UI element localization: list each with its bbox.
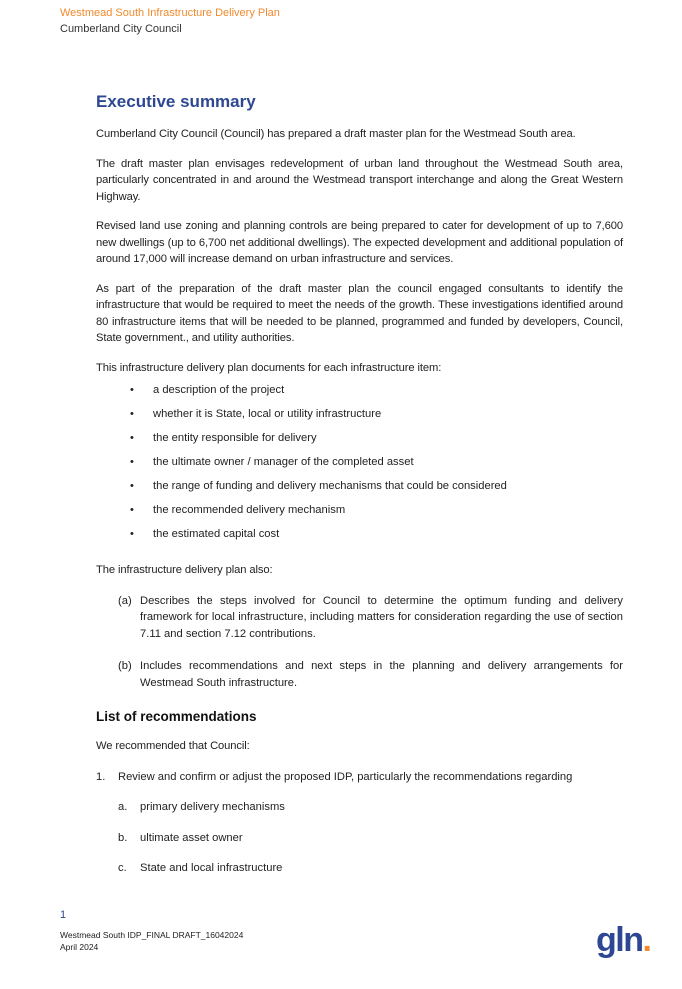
footer-date: April 2024	[60, 942, 99, 952]
bullet-marker: •	[130, 504, 134, 516]
sub-item-text: primary delivery mechanisms	[140, 801, 285, 813]
bullet-marker: •	[130, 456, 134, 468]
paragraph: Revised land use zoning and planning controls are being prepared to cater for development of up to 7,600 new dwellings (up to 6,700 net additional dwellings). The expected development and additional population of around 17,000 will increase demand on urban infrastructure and services.	[96, 220, 623, 265]
sub-item-text: ultimate asset owner	[140, 831, 243, 844]
lettered-marker: (b)	[118, 660, 132, 672]
lettered-item	[96, 658, 623, 691]
bullet-item	[96, 382, 623, 406]
bullet-marker: •	[130, 384, 134, 396]
lettered-text: Describes the steps involved for Council to determine the optimum funding and delivery framework for local infrastructure, including matters for consideration regarding the use of section 7.11 and section 7.12 contributions.	[140, 594, 623, 640]
lettered-item	[96, 593, 623, 643]
sub-item	[96, 830, 623, 847]
document-header-title: Westmead South Infrastructure Delivery Plan	[60, 7, 280, 19]
bullet-marker: •	[130, 408, 134, 420]
recommendations-intro: We recommended that Council:	[96, 740, 250, 752]
paragraph: This infrastructure delivery plan documents for each infrastructure item:	[96, 361, 442, 374]
sub-item-marker: c.	[118, 862, 127, 874]
lettered-marker: (a)	[118, 594, 132, 607]
bullet-item	[96, 454, 623, 478]
page-number: 1	[60, 909, 67, 921]
sub-item-text: State and local infrastructure	[140, 862, 283, 874]
sub-item-marker: a.	[118, 801, 128, 813]
logo-text: gln	[596, 921, 643, 959]
bullet-item	[96, 502, 623, 526]
paragraph: The draft master plan envisages redevelopment of urban land throughout the Westmead South area, particularly concentrated in and around the Westmead transport interchange and along the Great Western Highway.	[96, 157, 623, 203]
page-content	[96, 92, 623, 891]
bullet-text: the range of funding and delivery mechanisms that could be considered	[153, 480, 507, 492]
bullet-text: the entity responsible for delivery	[153, 432, 317, 444]
paragraph: The infrastructure delivery plan also:	[96, 564, 273, 576]
document-header-subtitle: Cumberland City Council	[60, 23, 182, 35]
bullet-marker: •	[130, 480, 134, 492]
bullet-text: the estimated capital cost	[153, 528, 280, 540]
section-heading: Executive summary	[96, 92, 256, 111]
bullet-text: the ultimate owner / manager of the completed asset	[153, 456, 414, 468]
numbered-item	[96, 769, 623, 786]
bullet-text: the recommended delivery mechanism	[153, 504, 346, 516]
sub-item	[96, 860, 623, 877]
recommendations-heading: List of recommendations	[96, 709, 257, 724]
logo-dot: .	[642, 921, 651, 959]
sub-item	[96, 799, 623, 816]
paragraph: Cumberland City Council (Council) has prepared a draft master plan for the Westmead South area.	[96, 128, 576, 140]
footer-document-name: Westmead South IDP_FINAL DRAFT_16042024	[60, 930, 244, 940]
bullet-marker: •	[130, 432, 134, 444]
sub-item-marker: b.	[118, 831, 128, 844]
bullet-text: whether it is State, local or utility infrastructure	[153, 408, 382, 420]
gln-logo	[596, 920, 650, 960]
numbered-text: Review and confirm or adjust the proposed IDP, particularly the recommendations regarding	[118, 770, 573, 783]
numbered-marker: 1.	[96, 770, 106, 783]
bullet-marker: •	[130, 528, 134, 540]
bullet-text: a description of the project	[153, 384, 285, 396]
bullet-item	[96, 406, 623, 430]
bullet-item	[96, 430, 623, 454]
bullet-list	[96, 382, 623, 550]
lettered-text: Includes recommendations and next steps in the planning and delivery arrangements for Westmead South infrastructure.	[140, 660, 623, 689]
bullet-item	[96, 478, 623, 502]
bullet-item	[96, 526, 623, 550]
paragraph: As part of the preparation of the draft master plan the council engaged consultants to identify the infrastructure that would be required to meet the needs of the growth. These investigations identified around 80 infrastructure items that will be needed to be planned, programmed and funded by developers, Council, State government., and utility authorities.	[96, 282, 623, 344]
